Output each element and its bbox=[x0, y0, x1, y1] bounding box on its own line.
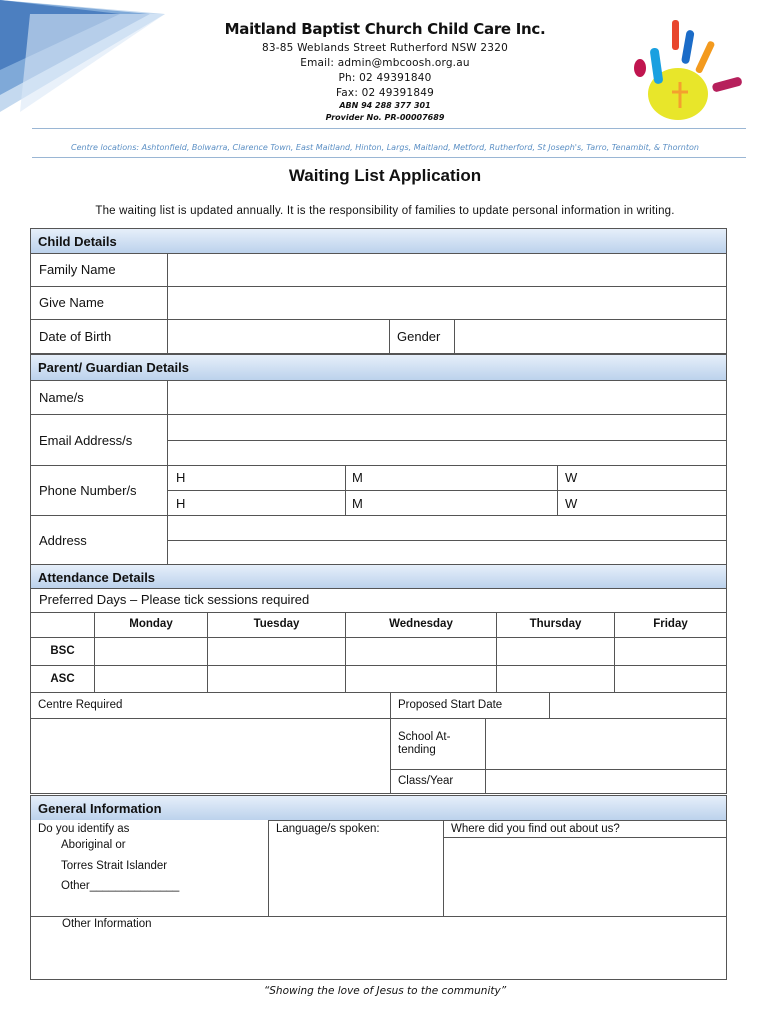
dob-label: Date of Birth bbox=[39, 329, 112, 344]
preferred-days-label: Preferred Days – Please tick sessions required bbox=[39, 592, 310, 607]
aboriginal-option[interactable]: Aboriginal or bbox=[61, 839, 126, 851]
torres-option[interactable]: Torres Strait Islander bbox=[61, 860, 168, 872]
language-label: Language/s spoken: bbox=[276, 823, 380, 835]
phone-m-field-1[interactable] bbox=[345, 465, 558, 491]
wednesday-header: Wednesday bbox=[389, 618, 453, 630]
asc-tuesday-checkbox[interactable] bbox=[207, 665, 346, 693]
attendance-heading: Attendance Details bbox=[30, 564, 727, 589]
bsc-label: BSC bbox=[50, 645, 75, 657]
org-abn: ABN 94 288 377 301 bbox=[339, 101, 431, 110]
identify-label: Do you identify as bbox=[38, 823, 130, 835]
email-field-1[interactable] bbox=[167, 414, 727, 441]
address-field-2[interactable] bbox=[167, 540, 727, 565]
form-title: Waiting List Application bbox=[288, 166, 482, 185]
org-address: 83-85 Weblands Street Rutherford NSW 2320 bbox=[262, 42, 508, 54]
org-email: Email: admin@mbcoosh.org.au bbox=[300, 57, 470, 69]
family-name-label: Family Name bbox=[39, 262, 116, 277]
family-name-field[interactable] bbox=[167, 253, 727, 287]
asc-wednesday-checkbox[interactable] bbox=[345, 665, 497, 693]
centre-required-field[interactable] bbox=[30, 718, 391, 794]
footer-motto: “Showing the love of Jesus to the community” bbox=[263, 985, 507, 997]
friday-header: Friday bbox=[653, 618, 688, 630]
other-info-label: Other Information bbox=[62, 918, 152, 930]
phone-m-label-1: M bbox=[352, 470, 363, 485]
address-label: Address bbox=[39, 533, 87, 548]
phone-h-label-1: H bbox=[176, 470, 186, 485]
class-year-label: Class/Year bbox=[398, 775, 454, 787]
bsc-wednesday-checkbox[interactable] bbox=[345, 637, 497, 666]
names-label: Name/s bbox=[39, 390, 84, 405]
school-attending-label-1: School At- bbox=[398, 731, 451, 743]
header-rule-top bbox=[32, 128, 746, 129]
phone-w-field-1[interactable] bbox=[557, 465, 727, 491]
org-name: Maitland Baptist Church Child Care Inc. bbox=[224, 20, 546, 38]
bsc-monday-checkbox[interactable] bbox=[94, 637, 208, 666]
address-field-1[interactable] bbox=[167, 515, 727, 541]
child-details-heading: Child Details bbox=[30, 228, 727, 254]
phone-w-label-2: W bbox=[565, 496, 578, 511]
phone-h-label-2: H bbox=[176, 496, 186, 511]
general-info-heading: General Information bbox=[30, 795, 727, 821]
asc-thursday-checkbox[interactable] bbox=[496, 665, 615, 693]
school-attending-field[interactable] bbox=[485, 718, 727, 770]
parent-details-heading: Parent/ Guardian Details bbox=[30, 354, 727, 381]
email-label: Email Address/s bbox=[39, 433, 133, 448]
gender-label: Gender bbox=[397, 329, 441, 344]
tuesday-header: Tuesday bbox=[253, 618, 300, 630]
phone-w-field-2[interactable] bbox=[557, 490, 727, 516]
thursday-header: Thursday bbox=[529, 618, 582, 630]
form-intro: The waiting list is updated annually. It is the responsibility of families to update personal information in writing. bbox=[95, 205, 675, 217]
phone-h-field-1[interactable] bbox=[167, 465, 346, 491]
class-year-field[interactable] bbox=[485, 769, 727, 794]
phone-label: Phone Number/s bbox=[39, 483, 137, 498]
email-field-2[interactable] bbox=[167, 440, 727, 466]
asc-friday-checkbox[interactable] bbox=[614, 665, 727, 693]
dob-field[interactable] bbox=[167, 319, 390, 354]
asc-label: ASC bbox=[50, 673, 75, 685]
header-rule-bottom bbox=[32, 157, 746, 158]
org-phone: Ph: 02 49391840 bbox=[338, 72, 432, 84]
bsc-tuesday-checkbox[interactable] bbox=[207, 637, 346, 666]
centre-required-label: Centre Required bbox=[38, 699, 123, 711]
org-fax: Fax: 02 49391849 bbox=[336, 87, 434, 99]
other-option[interactable]: Other______________ bbox=[61, 880, 180, 892]
give-name-label: Give Name bbox=[39, 295, 105, 310]
proposed-start-label: Proposed Start Date bbox=[398, 699, 503, 711]
give-name-field[interactable] bbox=[167, 286, 727, 320]
find-out-field[interactable] bbox=[443, 837, 727, 917]
names-field[interactable] bbox=[167, 380, 727, 415]
bsc-friday-checkbox[interactable] bbox=[614, 637, 727, 666]
phone-m-label-2: M bbox=[352, 496, 363, 511]
org-provider: Provider No. PR-00007689 bbox=[325, 113, 445, 122]
asc-monday-checkbox[interactable] bbox=[94, 665, 208, 693]
school-attending-label-2: tending bbox=[398, 744, 436, 756]
monday-header: Monday bbox=[129, 618, 173, 630]
phone-w-label-1: W bbox=[565, 470, 578, 485]
phone-m-field-2[interactable] bbox=[345, 490, 558, 516]
find-out-label: Where did you find out about us? bbox=[451, 823, 620, 835]
phone-h-field-2[interactable] bbox=[167, 490, 346, 516]
days-header-blank bbox=[30, 612, 95, 638]
proposed-start-field[interactable] bbox=[549, 692, 727, 719]
centre-locations: Centre locations: Ashtonfield, Bolwarra, Clarence Town, East Maitland, Hinton, Largs, Maitland, Metford, Rutherford, St Joseph's, Tarro, Tenambit, & Thornton bbox=[71, 143, 699, 152]
bsc-thursday-checkbox[interactable] bbox=[496, 637, 615, 666]
gender-field[interactable] bbox=[454, 319, 727, 354]
